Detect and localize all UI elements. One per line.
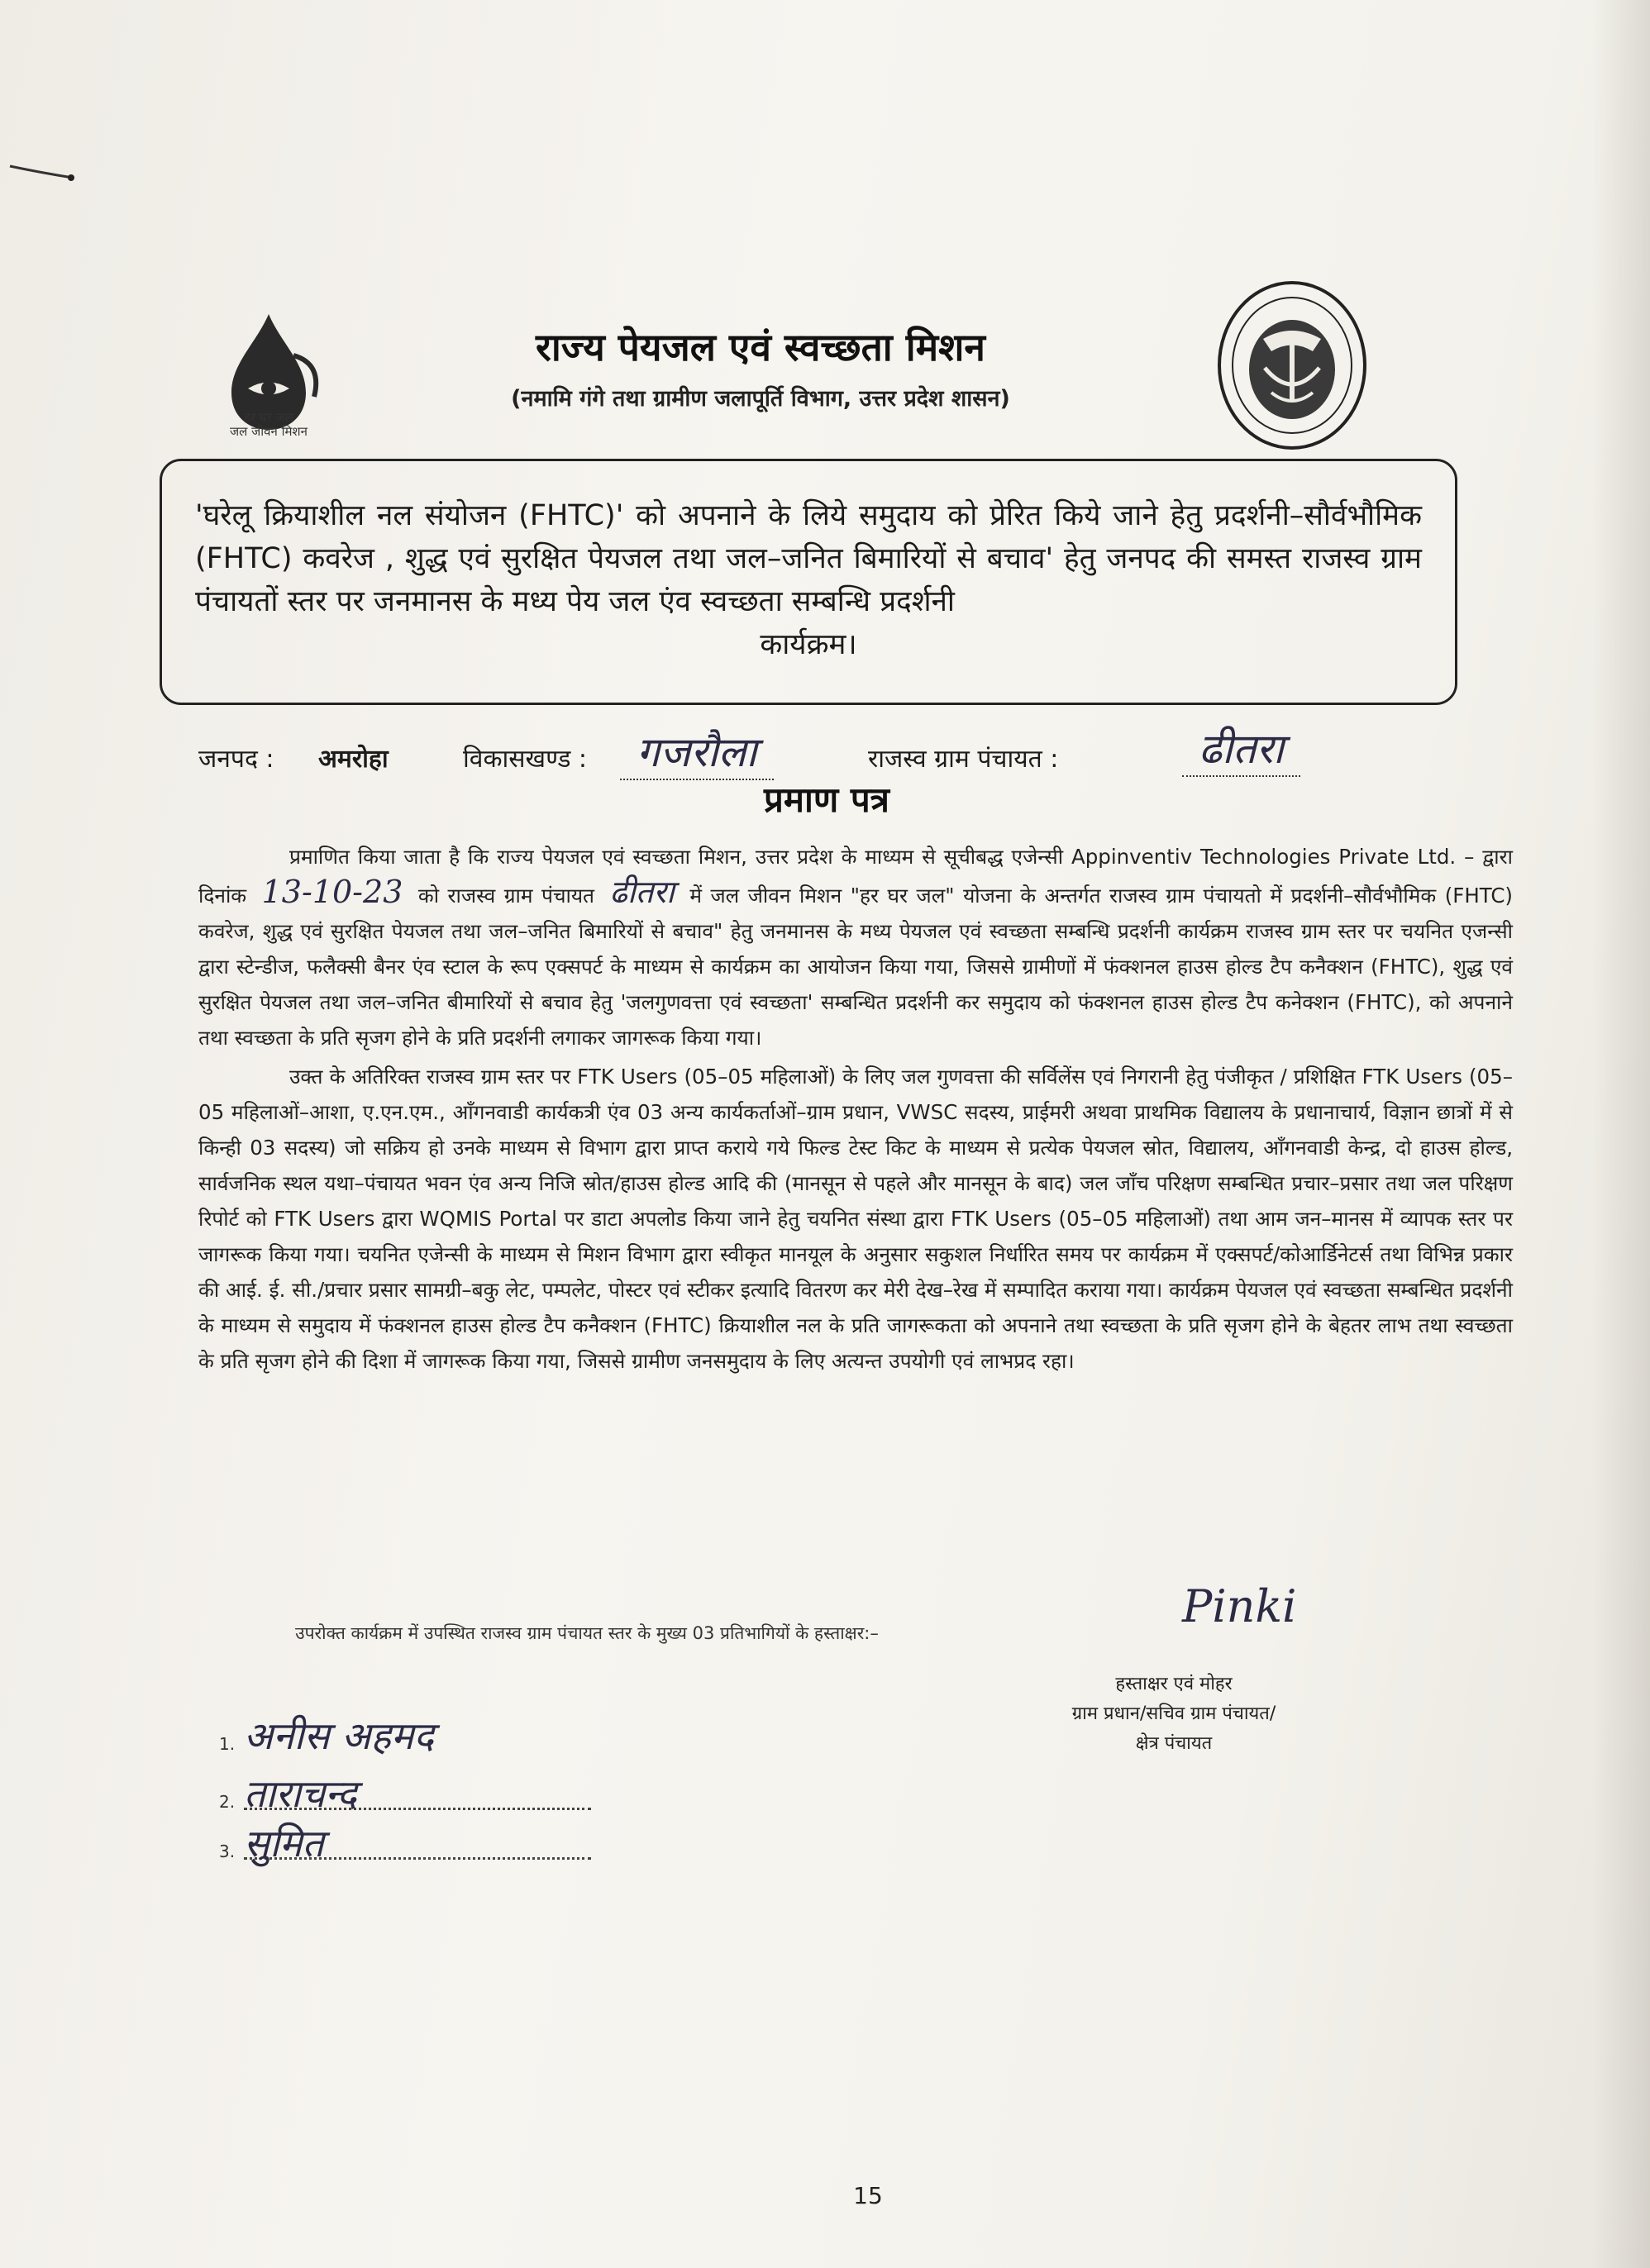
gram-panchayat-value: ढीतरा [1182, 719, 1300, 777]
page-number: 15 [853, 2182, 883, 2209]
participant-line-1 [219, 1711, 591, 1761]
participant-line-3 [219, 1818, 591, 1868]
certificate-title: प्रमाण पत्र [764, 779, 889, 820]
program-description-last: कार्यक्रम। [760, 628, 857, 661]
participants-note: उपरोक्त कार्यक्रम में उपस्थित राजस्व ग्राम पंचायत स्तर के मुख्य 03 प्रतिभागियों के हस्ताक्षर:– [295, 1623, 879, 1643]
staple-mark [8, 161, 74, 181]
district-label: जनपद : [198, 745, 274, 774]
participant-number: 3. [219, 1842, 236, 1861]
body-para1-part-a: प्रमाणित किया जाता है कि राज्य पेयजल एवं स्वच्छता मिशन, उत्तर प्रदेश के माध्यम से सूचीबद्ध एजेन्सी Appinventiv Technologies Private Ltd. – द्वारा दिनांक [198, 845, 1513, 908]
block-label: विकासखण्ड : [463, 745, 588, 774]
program-description-box [160, 459, 1457, 705]
logo-caption-line-1: हर घर जल [244, 410, 293, 425]
up-government-seal [1214, 277, 1371, 455]
program-date: 13-10-23 [261, 874, 403, 910]
signatory-block [1025, 1670, 1323, 1759]
mission-title: राज्य पेयजल एवं स्वच्छता मिशन [536, 325, 985, 369]
program-description: 'घरेलू क्रियाशील नल संयोजन (FHTC)' को अपनाने के लिये समुदाय को प्रेरित किये जाने हेतु प्रदर्शनी–सौर्वभौमिक (FHTC) कवरेज , शुद्ध एवं सुरक्षित पेयजल तथा जल–जनित बिमारियों से बचाव' हेतु जनपद की समस्त राजस्व ग्राम पंचायतों स्तर पर जनमानस के मध्य पेय जल एंव स्वच्छता सम्बन्धि प्रदर्शनी [195, 499, 1422, 618]
signatory-line-1: हस्ताक्षर एवं मोहर [1115, 1674, 1233, 1694]
body-paragraph-2: उक्त के अतिरिक्त राजस्व ग्राम स्तर पर FTK Users (05–05 महिलाओं) के लिए जल गुणवत्ता की सर्विलेंस एवं निगरानी हेतु पंजीकृत / प्रशिक्षित FTK Users (05–05 महिलाओं–आशा, ए.एन.एम., आँगनवाडी कार्यकत्री एंव 03 अन्य कार्यकर्ताओं–ग्राम प्रधान, VWSC सदस्य, प्राईमरी अथवा प्राथमिक विद्यालय के प्रधानाचार्य, विज्ञान छात्रों में से किन्ही 03 सदस्य) जो सक्रिय हो उनके माध्यम से विभाग द्वारा प्राप्त कराये गये फिल्ड टेस्ट किट के माध्यम से प्रत्येक पेयजल स्रोत, विद्यालय, आँगनवाडी केन्द्र, दो हाउस होल्ड, सार्वजनिक स्थल यथा–पंचायत भवन एंव अन्य निजि स्रोत/हाउस होल्ड आदि की (मानसून से पहले और मानसून के बाद) जल जाँच परिक्षण सम्बन्धित प्रचार–प्रसार तथा जल परिक्षण रिपोर्ट को FTK Users द्वारा WQMIS Portal पर डाटा अपलोड किया जाने हेतु चयनित संस्था द्वारा FTK Users (05–05 महिलाओं) तथा आम जन–मानस में व्यापक स्तर पर जागरूक किया गया। चयनित एजेन्सी के माध्यम से मिशन विभाग द्वारा स्वीकृत मानयूल के अनुसार सकुशल निर्धारित समय पर कार्यक्रम में एक्सपर्ट/कोआर्डिनेटर्स तथा विभिन्न प्रकार की आई. ई. सी./प्रचार प्रसार सामग्री–बकु लेट, पम्पलेट, पोस्टर एवं स्टीकर इत्यादि वितरण कर मेरी देख–रेख में सम्पादित कराया गया। कार्यक्रम पेयजल एवं स्वच्छता सम्बन्धित प्रदर्शनी के माध्यम से समुदाय में फंक्शनल हाउस होल्ड टैप कनैक्शन (FHTC) क्रियाशील नल के प्रति जागरूकता को अपनाने तथा स्वच्छता के प्रति सृजग होने के बेहतर लाभ तथा स्वच्छता के प्रति सृजग होने की दिशा में जागरूक किया गया, जिससे ग्रामीण जनसमुदाय के लिए अत्यन्त उपयोगी एवं लाभप्रद रहा। [198, 1065, 1513, 1373]
signatory-line-3: क्षेत्र पंचायत [1135, 1733, 1213, 1754]
pradhan-signature: Pinki [1182, 1580, 1297, 1632]
block-value: गजरौला [620, 722, 774, 780]
body-para1-part-b: को राजस्व ग्राम पंचायत [417, 884, 595, 908]
logo-caption [186, 411, 351, 439]
body-para1-part-c: में जल जीवन मिशन "हर घर जल" योजना के अन्तर्गत राजस्व ग्राम पंचायतो में प्रदर्शनी–सौर्वभौमिक (FHTC) कवरेज, शुद्ध एवं सुरक्षित पेयजल तथा जल–जनित बिमारियों से बचाव" हेतु जनमानस के मध्य पेयजल एवं स्वच्छता सम्बन्धि प्रदर्शनी कार्यक्रम राजस्व ग्राम स्तर पर चयनित एजन्सी द्वारा स्टेन्डीज, फलैक्सी बैनर एंव स्टाल के रूप एक्सपर्ट के माध्यम से कार्यक्रम का आयोजन किया गया, जिससे ग्रामीणों में फंक्शनल हाउस होल्ड टैप कनैक्शन (FHTC), शुद्ध एवं सुरक्षित पेयजल तथा जल–जनित बीमारियों से बचाव हेतु 'जलगुणवत्ता एवं स्वच्छता' सम्बन्धित प्रदर्शनी कर समुदाय को फंक्शनल हाउस होल्ड टैप कनेक्शन (FHTC), को अपनाने तथा स्वच्छता के प्रति सृजग होने के प्रति प्रदर्शनी लगाकर जागरूक किया गया। [198, 884, 1513, 1050]
location-row [198, 725, 1488, 776]
gram-panchayat-label: राजस्व ग्राम पंचायत : [868, 745, 1059, 774]
body-gram-panchayat: ढीतरा [609, 874, 675, 910]
logo-caption-line-2: जल जीवन मिशन [230, 424, 308, 439]
participant-number: 2. [219, 1792, 236, 1812]
participant-signature: अनीस अहमद [244, 1713, 434, 1758]
participant-signature: ताराचन्द [244, 1771, 357, 1816]
district-value: अमरोहा [318, 745, 389, 774]
certificate-body [198, 839, 1513, 1382]
participant-line-2 [219, 1769, 591, 1818]
page-edge-shadow [1592, 0, 1650, 2268]
signatory-line-2: ग्राम प्रधान/सचिव ग्राम पंचायत/ [1071, 1703, 1276, 1724]
body-paragraph-1 [198, 839, 1513, 1055]
department-subtitle: (नमामि गंगे तथा ग्रामीण जलापूर्ति विभाग, उत्तर प्रदेश शासन) [511, 386, 1010, 412]
participant-number: 1. [219, 1734, 236, 1754]
jal-jeevan-mission-logo [198, 306, 339, 471]
participant-signature: सुमित [244, 1821, 324, 1865]
